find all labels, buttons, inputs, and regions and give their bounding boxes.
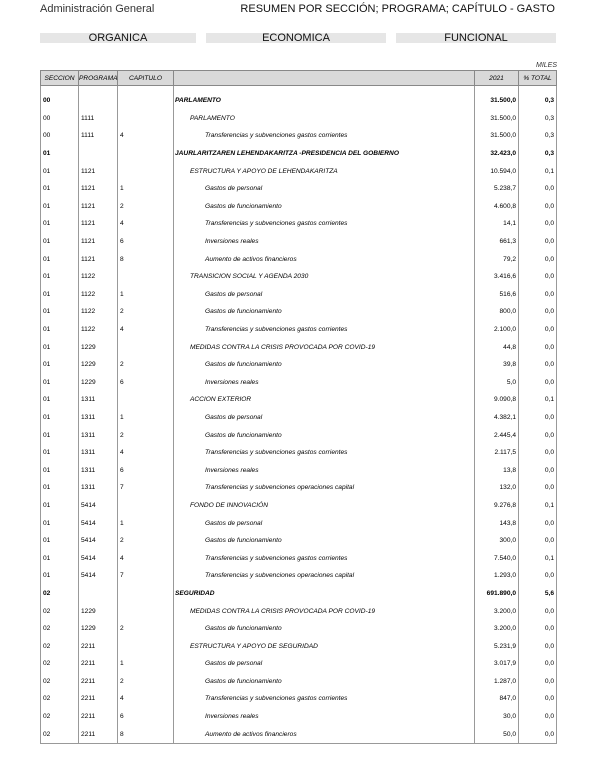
table-row	[41, 321, 557, 339]
table-row	[41, 690, 557, 708]
capitulo-cell	[118, 86, 174, 110]
table-row	[41, 286, 557, 304]
percent-cell: 0,0	[519, 409, 557, 427]
description-cell: Transferencias y subvenciones gastos corrientes	[174, 444, 475, 462]
table-row	[41, 426, 557, 444]
amount-cell: 3.200,0	[475, 620, 519, 638]
percent-cell: 0,0	[519, 180, 557, 198]
capitulo-cell: 1	[118, 180, 174, 198]
description-cell: Transferencias y subvenciones operaciones capital	[174, 479, 475, 497]
percent-cell: 0,0	[519, 215, 557, 233]
description-cell: Gastos de funcionamiento	[174, 303, 475, 321]
seccion-cell: 02	[41, 708, 79, 726]
seccion-cell: 01	[41, 479, 79, 497]
capitulo-cell: 8	[118, 725, 174, 743]
percent-cell: 5,6	[519, 585, 557, 603]
seccion-cell: 01	[41, 497, 79, 515]
amount-cell: 4.600,8	[475, 198, 519, 216]
percent-cell: 0,0	[519, 708, 557, 726]
amount-cell: 31.500,0	[475, 110, 519, 128]
programa-cell: 2211	[79, 655, 118, 673]
amount-cell: 516,6	[475, 286, 519, 304]
capitulo-cell: 2	[118, 303, 174, 321]
table-row	[41, 110, 557, 128]
amount-cell: 5.231,9	[475, 637, 519, 655]
capitulo-cell: 2	[118, 356, 174, 374]
table-row	[41, 250, 557, 268]
seccion-cell: 01	[41, 162, 79, 180]
seccion-cell: 01	[41, 356, 79, 374]
percent-cell: 0,0	[519, 532, 557, 550]
amount-cell: 300,0	[475, 532, 519, 550]
description-cell: Transferencias y subvenciones gastos corrientes	[174, 215, 475, 233]
percent-cell: 0,0	[519, 233, 557, 251]
description-cell: Transferencias y subvenciones gastos corrientes	[174, 690, 475, 708]
percent-cell: 0,3	[519, 110, 557, 128]
table-row	[41, 725, 557, 743]
table-row	[41, 461, 557, 479]
table-row	[41, 338, 557, 356]
percent-cell: 0,0	[519, 461, 557, 479]
percent-cell: 0,0	[519, 479, 557, 497]
description-cell: ESTRUCTURA Y APOYO DE SEGURIDAD	[174, 637, 475, 655]
percent-cell: 0,0	[519, 602, 557, 620]
amount-cell: 9.090,8	[475, 391, 519, 409]
programa-cell	[79, 145, 118, 163]
capitulo-cell: 6	[118, 461, 174, 479]
programa-cell: 1121	[79, 215, 118, 233]
seccion-cell: 01	[41, 250, 79, 268]
header-programa: PROGRAMA	[79, 71, 118, 86]
table-row	[41, 444, 557, 462]
programa-cell: 1229	[79, 356, 118, 374]
table-row	[41, 391, 557, 409]
tab-funcional: FUNCIONAL	[396, 33, 556, 43]
seccion-cell: 02	[41, 690, 79, 708]
table-row	[41, 620, 557, 638]
amount-cell: 1.293,0	[475, 567, 519, 585]
seccion-cell: 01	[41, 233, 79, 251]
table-row	[41, 673, 557, 691]
amount-cell: 4.382,1	[475, 409, 519, 427]
table-row	[41, 374, 557, 392]
amount-cell: 3.017,9	[475, 655, 519, 673]
table-row	[41, 655, 557, 673]
capitulo-cell	[118, 497, 174, 515]
table-row	[41, 233, 557, 251]
seccion-cell: 01	[41, 391, 79, 409]
amount-cell: 13,8	[475, 461, 519, 479]
seccion-cell: 01	[41, 215, 79, 233]
capitulo-cell	[118, 637, 174, 655]
description-cell: Gastos de funcionamiento	[174, 532, 475, 550]
seccion-cell: 02	[41, 620, 79, 638]
seccion-cell: 01	[41, 338, 79, 356]
amount-cell: 2.100,0	[475, 321, 519, 339]
amount-cell: 5,0	[475, 374, 519, 392]
capitulo-cell: 6	[118, 374, 174, 392]
description-cell: Inversiones reales	[174, 708, 475, 726]
amount-cell: 5.238,7	[475, 180, 519, 198]
programa-cell: 2211	[79, 708, 118, 726]
description-cell: Gastos de personal	[174, 409, 475, 427]
table-row	[41, 549, 557, 567]
seccion-cell: 00	[41, 86, 79, 110]
seccion-cell: 02	[41, 637, 79, 655]
seccion-cell: 01	[41, 145, 79, 163]
percent-cell: 0,0	[519, 725, 557, 743]
percent-cell: 0,0	[519, 673, 557, 691]
description-cell: Aumento de activos financieros	[174, 250, 475, 268]
capitulo-cell: 6	[118, 233, 174, 251]
capitulo-cell	[118, 585, 174, 603]
percent-cell: 0,3	[519, 86, 557, 110]
capitulo-cell	[118, 145, 174, 163]
table-row	[41, 479, 557, 497]
amount-cell: 9.276,8	[475, 497, 519, 515]
tab-organica: ORGANICA	[40, 33, 196, 43]
capitulo-cell: 4	[118, 444, 174, 462]
programa-cell: 1311	[79, 444, 118, 462]
amount-cell: 14,1	[475, 215, 519, 233]
programa-cell: 5414	[79, 514, 118, 532]
capitulo-cell	[118, 110, 174, 128]
amount-cell: 10.594,0	[475, 162, 519, 180]
description-cell: ESTRUCTURA Y APOYO DE LEHENDAKARITZA	[174, 162, 475, 180]
description-cell: Gastos de funcionamiento	[174, 198, 475, 216]
programa-cell: 1121	[79, 180, 118, 198]
programa-cell: 1229	[79, 620, 118, 638]
seccion-cell: 01	[41, 514, 79, 532]
percent-cell: 0,0	[519, 250, 557, 268]
percent-cell: 0,0	[519, 374, 557, 392]
table-row	[41, 637, 557, 655]
capitulo-cell: 2	[118, 673, 174, 691]
seccion-cell: 01	[41, 444, 79, 462]
programa-cell: 1121	[79, 233, 118, 251]
percent-cell: 0,0	[519, 338, 557, 356]
percent-cell: 0,0	[519, 356, 557, 374]
header-seccion: SECCION	[41, 71, 79, 86]
percent-cell: 0,0	[519, 567, 557, 585]
document-title: Administración General	[40, 3, 155, 15]
amount-cell: 39,8	[475, 356, 519, 374]
programa-cell: 1122	[79, 321, 118, 339]
percent-cell: 0,0	[519, 321, 557, 339]
capitulo-cell: 8	[118, 250, 174, 268]
seccion-cell: 01	[41, 461, 79, 479]
percent-cell: 0,1	[519, 549, 557, 567]
capitulo-cell: 1	[118, 514, 174, 532]
description-cell: Gastos de funcionamiento	[174, 620, 475, 638]
programa-cell	[79, 86, 118, 110]
programa-cell: 1122	[79, 268, 118, 286]
capitulo-cell: 6	[118, 708, 174, 726]
amount-cell: 7.540,0	[475, 549, 519, 567]
seccion-cell: 01	[41, 426, 79, 444]
description-cell: Gastos de funcionamiento	[174, 356, 475, 374]
table-row	[41, 497, 557, 515]
description-cell: Inversiones reales	[174, 461, 475, 479]
amount-cell: 2.117,5	[475, 444, 519, 462]
amount-cell: 691.890,0	[475, 585, 519, 603]
amount-cell: 30,0	[475, 708, 519, 726]
capitulo-cell: 4	[118, 215, 174, 233]
programa-cell: 5414	[79, 532, 118, 550]
description-cell: Gastos de funcionamiento	[174, 673, 475, 691]
capitulo-cell: 2	[118, 426, 174, 444]
seccion-cell: 02	[41, 673, 79, 691]
programa-cell: 1311	[79, 391, 118, 409]
capitulo-cell	[118, 391, 174, 409]
amount-cell: 31.500,0	[475, 86, 519, 110]
programa-cell: 1121	[79, 198, 118, 216]
seccion-cell: 01	[41, 532, 79, 550]
programa-cell: 1121	[79, 250, 118, 268]
description-cell: TRANSICION SOCIAL Y AGENDA 2030	[174, 268, 475, 286]
description-cell: Transferencias y subvenciones gastos corrientes	[174, 549, 475, 567]
table-row	[41, 268, 557, 286]
seccion-cell: 01	[41, 180, 79, 198]
seccion-cell: 01	[41, 549, 79, 567]
capitulo-cell: 7	[118, 479, 174, 497]
header-year: 2021	[475, 71, 519, 86]
percent-cell: 0,1	[519, 497, 557, 515]
programa-cell: 1311	[79, 409, 118, 427]
table-row	[41, 303, 557, 321]
amount-cell: 1.287,0	[475, 673, 519, 691]
amount-cell: 143,8	[475, 514, 519, 532]
table-header-row	[41, 71, 557, 86]
description-cell: Aumento de activos financieros	[174, 725, 475, 743]
description-cell: PARLAMENTO	[174, 110, 475, 128]
seccion-cell: 01	[41, 409, 79, 427]
description-cell: Gastos de personal	[174, 180, 475, 198]
programa-cell: 2211	[79, 637, 118, 655]
capitulo-cell: 1	[118, 286, 174, 304]
percent-cell: 0,0	[519, 444, 557, 462]
amount-cell: 847,0	[475, 690, 519, 708]
amount-cell: 32.423,0	[475, 145, 519, 163]
percent-cell: 0,0	[519, 655, 557, 673]
percent-cell: 0,0	[519, 514, 557, 532]
capitulo-cell: 4	[118, 127, 174, 145]
description-cell: Gastos de funcionamiento	[174, 426, 475, 444]
seccion-cell: 01	[41, 198, 79, 216]
table-row	[41, 602, 557, 620]
description-cell: Gastos de personal	[174, 286, 475, 304]
table-row	[41, 409, 557, 427]
amount-cell: 31.500,0	[475, 127, 519, 145]
classification-bar	[40, 33, 556, 43]
programa-cell: 1311	[79, 426, 118, 444]
capitulo-cell: 1	[118, 655, 174, 673]
percent-cell: 0,0	[519, 198, 557, 216]
amount-cell: 3.416,6	[475, 268, 519, 286]
description-cell: MEDIDAS CONTRA LA CRISIS PROVOCADA POR COVID-19	[174, 338, 475, 356]
capitulo-cell: 2	[118, 532, 174, 550]
percent-cell: 0,0	[519, 303, 557, 321]
programa-cell: 1122	[79, 303, 118, 321]
description-cell: Transferencias y subvenciones operaciones capital	[174, 567, 475, 585]
table-row	[41, 127, 557, 145]
percent-cell: 0,0	[519, 620, 557, 638]
capitulo-cell	[118, 602, 174, 620]
description-cell: Gastos de personal	[174, 655, 475, 673]
percent-cell: 0,0	[519, 690, 557, 708]
seccion-cell: 02	[41, 655, 79, 673]
capitulo-cell: 4	[118, 321, 174, 339]
description-cell: MEDIDAS CONTRA LA CRISIS PROVOCADA POR COVID-19	[174, 602, 475, 620]
table-row	[41, 162, 557, 180]
amount-cell: 50,0	[475, 725, 519, 743]
capitulo-cell	[118, 338, 174, 356]
capitulo-cell	[118, 268, 174, 286]
capitulo-cell: 1	[118, 409, 174, 427]
capitulo-cell: 2	[118, 198, 174, 216]
capitulo-cell: 2	[118, 620, 174, 638]
programa-cell: 5414	[79, 497, 118, 515]
capitulo-cell	[118, 162, 174, 180]
header-description	[174, 71, 475, 86]
percent-cell: 0,3	[519, 127, 557, 145]
amount-cell: 800,0	[475, 303, 519, 321]
seccion-cell: 01	[41, 286, 79, 304]
seccion-cell: 01	[41, 374, 79, 392]
percent-cell: 0,0	[519, 286, 557, 304]
percent-cell: 0,1	[519, 162, 557, 180]
table-row	[41, 86, 557, 110]
header-percent-total: % TOTAL	[519, 71, 557, 86]
programa-cell: 1311	[79, 461, 118, 479]
seccion-cell: 00	[41, 110, 79, 128]
programa-cell: 1229	[79, 338, 118, 356]
budget-table	[40, 70, 557, 744]
description-cell: Transferencias y subvenciones gastos corrientes	[174, 127, 475, 145]
amount-cell: 661,3	[475, 233, 519, 251]
description-cell: JAURLARITZAREN LEHENDAKARITZA -PRESIDENCIA DEL GOBIERNO	[174, 145, 475, 163]
seccion-cell: 02	[41, 602, 79, 620]
amount-cell: 79,2	[475, 250, 519, 268]
programa-cell: 2211	[79, 725, 118, 743]
seccion-cell: 02	[41, 725, 79, 743]
description-cell: Gastos de personal	[174, 514, 475, 532]
percent-cell: 0,0	[519, 426, 557, 444]
percent-cell: 0,0	[519, 637, 557, 655]
programa-cell: 1229	[79, 374, 118, 392]
table-row	[41, 215, 557, 233]
description-cell: PARLAMENTO	[174, 86, 475, 110]
description-cell: ACCION EXTERIOR	[174, 391, 475, 409]
programa-cell: 1122	[79, 286, 118, 304]
programa-cell: 2211	[79, 673, 118, 691]
capitulo-cell: 4	[118, 690, 174, 708]
seccion-cell: 01	[41, 567, 79, 585]
seccion-cell: 01	[41, 268, 79, 286]
programa-cell: 1111	[79, 127, 118, 145]
percent-cell: 0,3	[519, 145, 557, 163]
seccion-cell: 02	[41, 585, 79, 603]
programa-cell: 1111	[79, 110, 118, 128]
description-cell: SEGURIDAD	[174, 585, 475, 603]
seccion-cell: 01	[41, 303, 79, 321]
units-label: MILES	[536, 62, 558, 69]
capitulo-cell: 4	[118, 549, 174, 567]
table-row	[41, 585, 557, 603]
programa-cell: 2211	[79, 690, 118, 708]
table-row	[41, 708, 557, 726]
description-cell: Inversiones reales	[174, 374, 475, 392]
percent-cell: 0,0	[519, 268, 557, 286]
table-row	[41, 180, 557, 198]
programa-cell: 1311	[79, 479, 118, 497]
table-row	[41, 356, 557, 374]
description-cell: Inversiones reales	[174, 233, 475, 251]
table-row	[41, 532, 557, 550]
programa-cell: 1121	[79, 162, 118, 180]
programa-cell: 5414	[79, 549, 118, 567]
header-capitulo: CAPITULO	[118, 71, 174, 86]
amount-cell: 3.200,0	[475, 602, 519, 620]
seccion-cell: 01	[41, 321, 79, 339]
percent-cell: 0,1	[519, 391, 557, 409]
amount-cell: 44,8	[475, 338, 519, 356]
description-cell: FONDO DE INNOVACIÓN	[174, 497, 475, 515]
description-cell: Transferencias y subvenciones gastos corrientes	[174, 321, 475, 339]
programa-cell: 1229	[79, 602, 118, 620]
report-title: RESUMEN POR SECCIÓN; PROGRAMA; CAPÍTULO - GASTO	[240, 3, 555, 15]
seccion-cell: 00	[41, 127, 79, 145]
programa-cell	[79, 585, 118, 603]
programa-cell: 5414	[79, 567, 118, 585]
table-row	[41, 567, 557, 585]
amount-cell: 2.445,4	[475, 426, 519, 444]
table-row	[41, 514, 557, 532]
table-row	[41, 198, 557, 216]
capitulo-cell: 7	[118, 567, 174, 585]
tab-economica: ECONOMICA	[206, 33, 386, 43]
table-row	[41, 145, 557, 163]
amount-cell: 132,0	[475, 479, 519, 497]
